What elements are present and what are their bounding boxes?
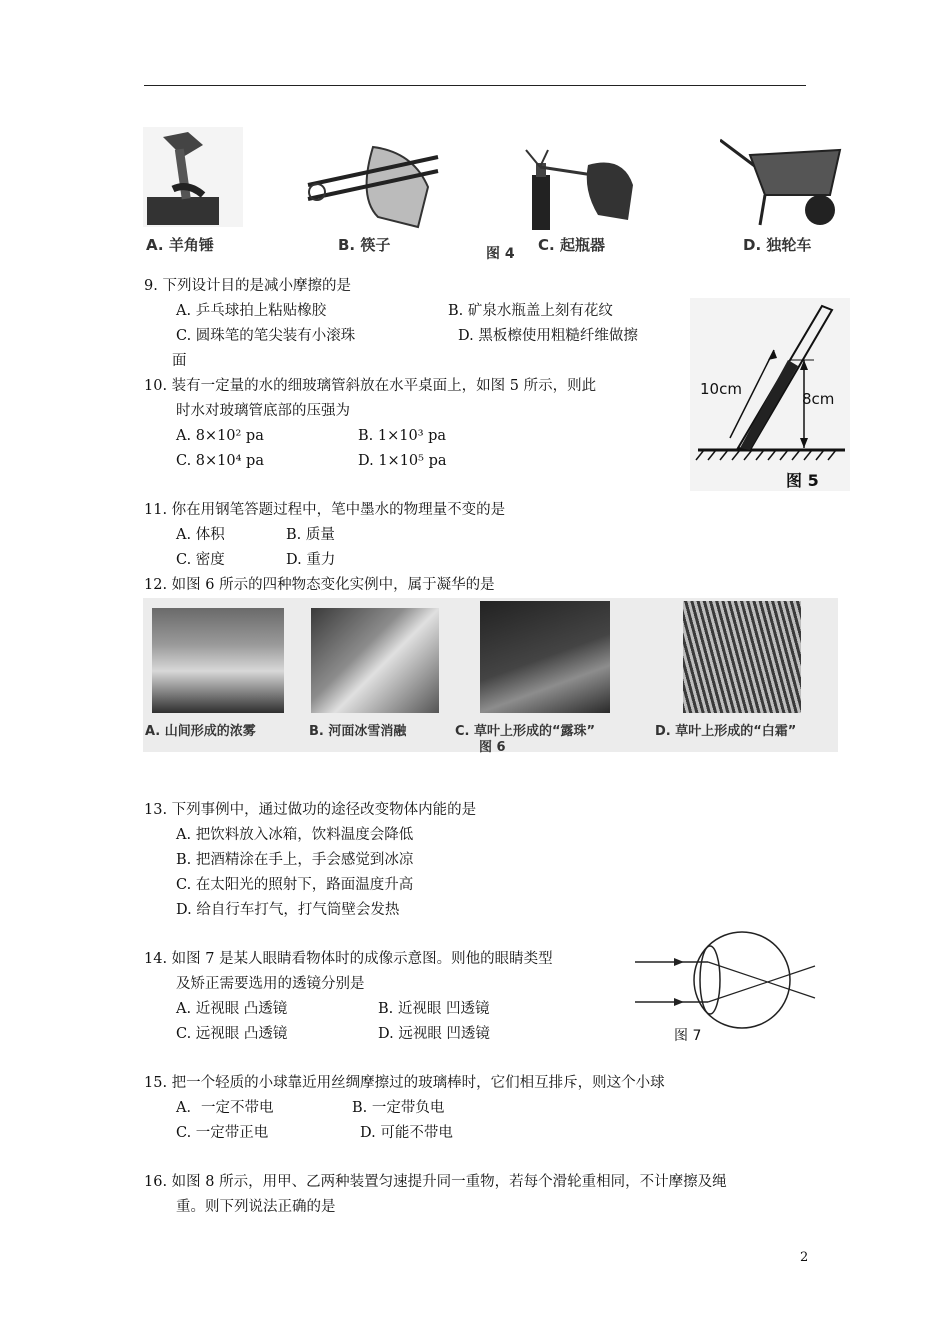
q10-option-c: C. 8×10⁴ pa [176, 453, 264, 469]
fig5-height-label: 8cm [802, 390, 835, 408]
fig6-caption-c: C. 草叶上形成的“露珠” [455, 724, 596, 739]
fig4-b-letter: B. [338, 236, 356, 254]
q9-option-d: D. 黑板檫使用粗糙纤维做擦 [458, 328, 638, 344]
page-number: 2 [800, 1250, 809, 1265]
fog-photo [152, 608, 284, 713]
fig4-c-label: 起瓶器 [559, 236, 605, 254]
q15-option-b: B. 一定带负电 [352, 1100, 445, 1116]
q15-option-c: C. 一定带正电 [176, 1125, 269, 1141]
chopsticks-illustration [303, 137, 443, 237]
eye-diagram [630, 930, 820, 1050]
fig4-c-letter: C. [538, 236, 555, 254]
bottle-opener-illustration [518, 145, 638, 230]
q16-stem-line1: 16. 如图 8 所示，用甲、乙两种装置匀速提升同一重物，若每个滑轮重相同，不计摩擦及绳 [144, 1174, 727, 1190]
q12-stem: 12. 如图 6 所示的四种物态变化实例中，属于凝华的是 [144, 577, 495, 593]
header-rule [144, 85, 806, 86]
q13-option-d: D. 给自行车打气，打气筒壁会发热 [176, 902, 400, 918]
q13-option-a: A. 把饮料放入冰箱，饮料温度会降低 [176, 827, 414, 843]
q14-stem-line2: 及矫正需要选用的透镜分别是 [176, 976, 365, 992]
q13-option-b: B. 把酒精涂在手上，手会感觉到冰凉 [176, 852, 414, 868]
claw-hammer-illustration [143, 127, 243, 227]
tilted-tube-diagram [690, 298, 850, 491]
fig5-length-label: 10cm [700, 380, 742, 398]
fig6-caption: 图 6 [479, 740, 506, 755]
q14-option-b: B. 近视眼 凹透镜 [378, 1001, 490, 1017]
q14-option-c: C. 远视眼 凸透镜 [176, 1026, 288, 1042]
q16-stem-line2: 重。则下列说法正确的是 [176, 1199, 336, 1215]
fig4-a-label: 羊角锤 [168, 236, 214, 254]
q15-stem: 15. 把一个轻质的小球靠近用丝绸摩擦过的玻璃棒时，它们相互排斥，则这个小球 [144, 1075, 665, 1091]
q10-option-a: A. 8×10² pa [176, 428, 264, 444]
q15-option-a: A．一定不带电 [176, 1100, 274, 1116]
q14-stem-line1: 14. 如图 7 是某人眼睛看物体时的成像示意图。则他的眼睛类型 [144, 951, 553, 967]
q14-option-d: D. 远视眼 凹透镜 [378, 1026, 490, 1042]
q9-option-c: C. 圆珠笔的笔尖装有小滚珠 [176, 328, 356, 344]
q10-stem-line2: 时水对玻璃管底部的压强为 [176, 403, 350, 419]
q9-option-a: A. 乒乓球拍上粘贴橡胶 [176, 303, 327, 319]
fig4-d-letter: D. [743, 236, 762, 254]
fig6-caption-d: D. 草叶上形成的“白霜” [655, 724, 797, 739]
fig5-caption: 图 5 [786, 471, 819, 490]
fig6-caption-b: B. 河面冰雪消融 [309, 724, 407, 739]
q9-option-b: B. 矿泉水瓶盖上刻有花纹 [448, 303, 613, 319]
q11-option-c: C. 密度 [176, 552, 225, 568]
fig4-a-letter: A. [146, 236, 164, 254]
melting-ice-photo [311, 608, 439, 713]
wheelbarrow-illustration [720, 135, 845, 230]
frost-photo [683, 601, 801, 713]
q13-option-c: C. 在太阳光的照射下，路面温度升高 [176, 877, 414, 893]
q11-option-b: B. 质量 [286, 527, 335, 543]
q11-stem: 11. 你在用钢笔答题过程中，笔中墨水的物理量不变的是 [144, 502, 506, 518]
q13-stem: 13. 下列事例中，通过做功的途径改变物体内能的是 [144, 802, 477, 818]
q11-option-a: A. 体积 [176, 527, 225, 543]
fig4-d-label: 独轮车 [766, 236, 812, 254]
fig4-b-label: 筷子 [360, 236, 391, 254]
q10-stem-line1: 10. 装有一定量的水的细玻璃管斜放在水平桌面上，如图 5 所示，则此 [144, 378, 597, 394]
dew-photo [480, 601, 610, 713]
figure-5 [690, 298, 850, 491]
q10-option-d: D. 1×10⁵ pa [358, 453, 447, 469]
q9-stem: 9. 下列设计目的是减小摩擦的是 [144, 278, 351, 294]
q11-option-d: D. 重力 [286, 552, 336, 568]
figure-6 [143, 598, 838, 755]
q15-option-d: D. 可能不带电 [360, 1125, 453, 1141]
fig4-caption: 图 4 [486, 246, 515, 262]
fig7-caption: 图 7 [674, 1028, 702, 1044]
q10-option-b: B. 1×10³ pa [358, 428, 447, 444]
fig6-caption-a: A. 山间形成的浓雾 [145, 724, 256, 739]
q14-option-a: A. 近视眼 凸透镜 [176, 1001, 288, 1017]
q9-option-d-cont: 面 [172, 353, 187, 369]
